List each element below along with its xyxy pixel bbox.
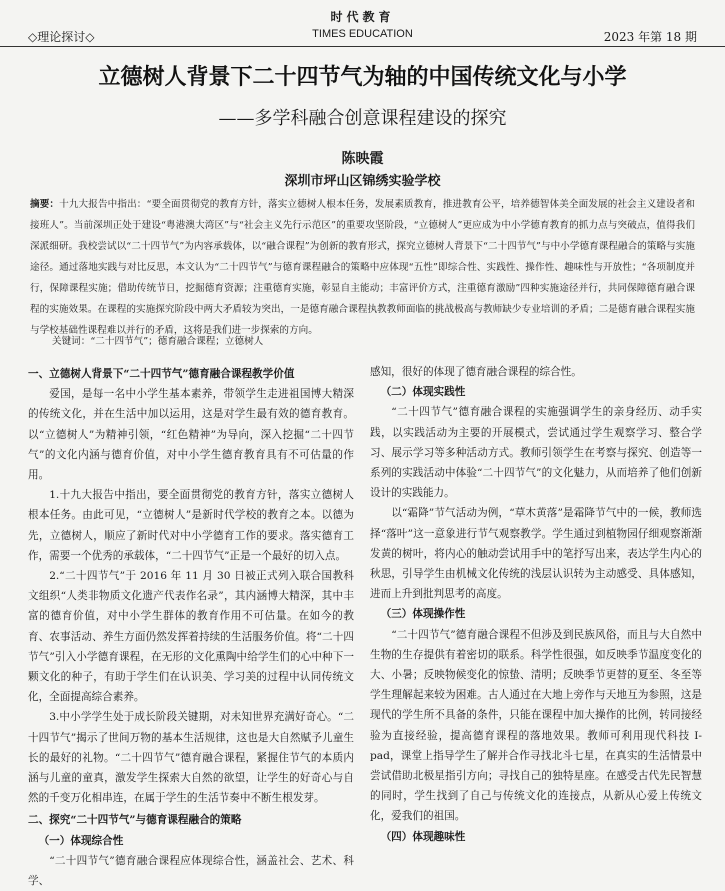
section-heading: （四）体现趣味性 [380,830,466,843]
section-label: ◇理论探讨◇ [28,30,95,44]
paragraph: “二十四节气”德育融合课程应体现综合性，涵盖社会、艺术、科学、 [28,854,354,888]
section-heading: （一）体现综合性 [38,834,124,847]
section-heading: 二、探究“二十四节气”与德育课程融合的策略 [28,814,242,827]
paragraph: 以“霜降”节气活动为例，“草木黄落”是霜降节气中的一候，教师选择“落叶”这一意象进行节气观察教学。学生通过到植物园仔细观察渐渐发黄的树叶，将内心的触动尝试用手中的笔抒写出来，表达学生内心的秋思，引导学生由机械文化传统的浅层认识转为主动感受、具体感知，进而上升到批判思考的高度。 [370,507,702,601]
paragraph: “二十四节气”德育融合课程不但涉及到民族风俗，而且与大自然中生物的生存提供有着密切的联系。科学性很强，如反映季节温度变化的大、小暑；反映物候变化的惊蛰、清明；反映季节更替的夏至、冬至等学生理解起来较为困难。古人通过在大地上旁作与天地互为参照，这是现代的学生所不具备的条件，只能在课程中加大操作的比例，转同接经验为直接经验，提高德育课程的落地效果。教师可利用现代科技 I-pad，课堂上指导学生了解并合作寻找北斗七星，在真实的生活情景中尝试借助北极星指引方向；寻找自己的独特星座。在感受古代先民智慧的同时，学生找到了自己与传统文化的连接点，从新从心爱上传统文化，爱我们的祖国。 [370,628,702,823]
keywords-label: 关键词： [52,336,91,347]
right-column [370,362,702,847]
journal-name: 时代教育 [330,10,395,24]
section-heading: 一、立德树人背景下“二十四节气”德育融合课程教学价值 [28,368,295,380]
paragraph: 爱国，是每一名中小学生基本素养，带领学生走进祖国博大精深的传统文化，并在生活中加以运用，这是对学生最有效的德育教育。以“立德树人”为精神引领，“红色精神”为导向，深入挖掘“二十四节气”的文化内涵与德育价值，对中小学生德育教育具有不可估量的作用。 [28,388,354,482]
journal-name-en: TIMES EDUCATION [312,28,413,40]
keywords [52,333,263,347]
article-subtitle: ——多学科融合创意课程建设的探究 [218,108,507,129]
section-heading: （二）体现实践性 [380,386,466,399]
paragraph: 3.中小学学生处于成长阶段关键期，对未知世界充满好奇心。“二十四节气”揭示了世间万物的基本生活规律，这也是大自然赋予儿童生长的最好的礼物。“二十四节气”德育融合课程，紧握住节气的本质内涵与儿童的童真，激发学生探索大自然的欲望，让学生的好奇心与自然的千变万化相串连，在属于学生的生活节奏中不断生根发芽。 [28,711,354,805]
author-affiliation: 深圳市坪山区锦绣实验学校 [284,174,441,189]
abstract [30,194,695,341]
section-heading: （三）体现操作性 [380,608,466,621]
issue-number: 2023 年第 18 期 [603,30,697,44]
page-header [0,0,725,47]
keywords-text: “二十四节气”；德育融合课程；立德树人 [90,336,264,347]
abstract-text: 十九大报告中指出：“要全面贯彻党的教育方针，落实立德树人根本任务，发展素质教育，推进教育公平，培养德智体美全面发展的社会主义建设者和接班人”。当前深圳正处于建设“粤港澳大湾区”与“社会主义先行示范区”的重要攻坚阶段，“立德树人”更应成为中小学德育教育的抓力点与突破点，值得我们深派细研。我校尝试以“二十四节气”为内容承载体，以“融合课程”为创新的教育形式，探究立德树人背景下“二十四节气”与中小学德育课程融合的策略与实施途径。通过落地实践与对比反思，本文认为“二十四节气”与德育课程融合的策略中应体现“五性”即综合性、实践性、操作性、趣味性与开放性；“各项制度并行，保障课程实施；借助传统节日，挖掘德育资源；注重德育实施，彰显自主能动；丰富评价方式，注重德育激励”四种实施途径并行，共同保障德育融合课程的实施效果。在课程的实施探究阶段中两大矛盾较为突出，一是德育融合课程执教教师面临的挑战极高与教师缺少专业培训的矛盾；二是德育融合课程实施与学校基础性课程难以并行的矛盾，这将是我们进一步探索的方向。 [30,199,695,336]
article-title: 立德树人背景下二十四节气为轴的中国传统文化与小学 [98,64,627,90]
paragraph: 1.十九大报告中指出，要全面贯彻党的教育方针，落实立德树人根本任务。由此可见，“立德树人”是新时代学校的教育之本。以德为先，立德树人，顺应了新时代对中小学德育工作的要求。落实德育工作，需要一个优秀的承载体，“二十四节气”正是一个最好的切入点。 [28,489,354,562]
paragraph: 2.“二十四节气”于 2016 年 11 月 30 日被正式列入联合国教科文组织“人类非物质文化遗产代表作名录”，其内涵博大精深，其中丰富的德育价值，对中小学生群体的教育作用不可估量。在如今的教育、农事活动、养生方面仍然发挥着持续的生活服务价值。将“二十四节气”引入小学德育课程，在无形的文化熏陶中给学生们的心中种下一颗文化的种子，有助于学生们在认识美、学习美的过程中认同传统文化，全面提高综合素养。 [28,570,354,704]
paragraph: “二十四节气”德育融合课程的实施强调学生的亲身经历、动手实践，以实践活动为主要的开展模式，尝试通过学生观察学习、整合学习、展示学习等多种活动方式。教师引领学生在考察与探究、创造等一系列的实践活动中体验“二十四节气”的文化魅力，从而培养了他们创新设计的实践能力。 [370,406,702,500]
left-column [28,362,354,891]
abstract-label: 摘要： [30,199,60,210]
author-name: 陈映霞 [341,151,384,167]
paragraph: 感知，很好的体现了德育融合课程的综合性。 [370,366,582,378]
